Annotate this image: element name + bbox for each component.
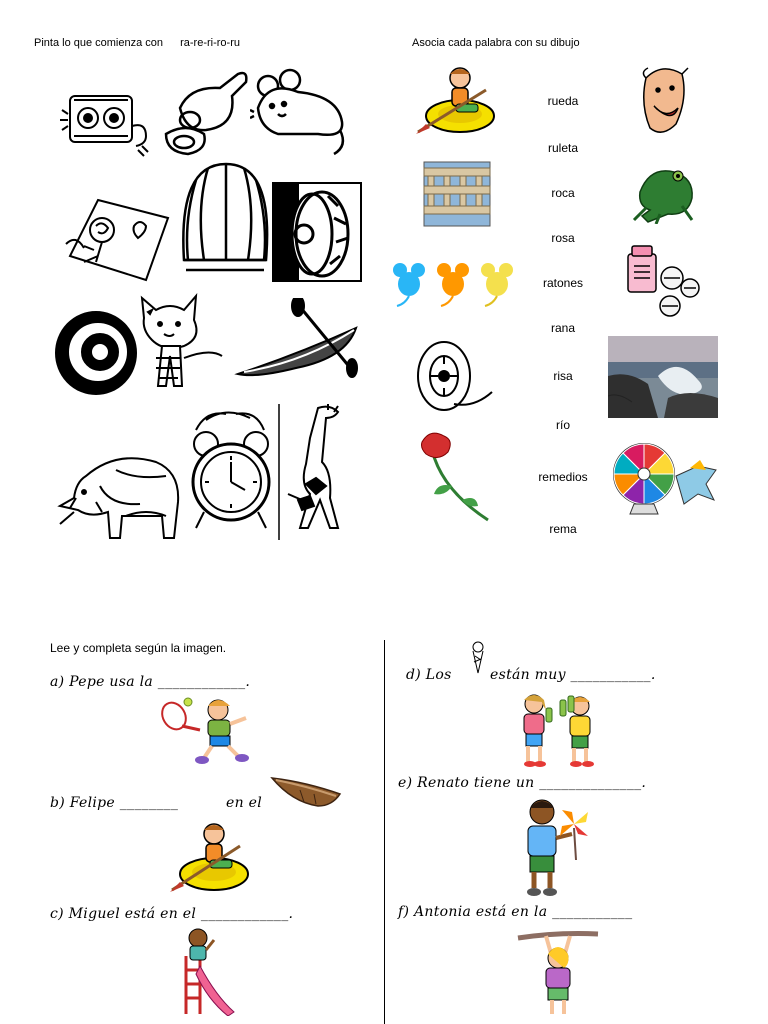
sentence-e: e) Renato tiene un ______________. [398,775,647,791]
roulette-icon [604,438,722,518]
sentence-b1: b) Felipe ________ [50,795,179,811]
word-rema: rema [549,522,577,536]
roll-icon [54,310,138,396]
sentence-c: c) Miguel está en el ____________. [50,906,294,922]
word-ratones: ratones [542,276,584,290]
bottom-heading: Lee y completa según la imagen. [50,641,227,655]
radio-icon [58,86,158,158]
pills-icon [624,244,704,320]
right-instruction: Asocia cada palabra con su dibujo [412,37,580,49]
tennis-boy-icon [160,696,258,766]
aqueduct-icon [422,158,492,230]
sentence-d1: d) Los [406,667,452,683]
pinwheel-boy-icon [520,798,592,898]
syllables-text: ra-re-ri-ro-ru [180,37,240,49]
laughing-face-icon [636,66,690,138]
slide-boy-icon [180,926,236,1016]
ham-icon [160,68,252,160]
word-roca: roca [551,186,575,200]
kayak-icon [234,298,362,384]
sentence-a: a) Pepe usa la ____________. [50,674,251,690]
rowing-boy-icon [414,64,498,138]
word-rana: rana [550,321,576,335]
rose-card-icon [58,196,176,282]
tire-icon [272,182,362,282]
sentence-f: f) Antonia está en la ___________ [398,904,633,920]
rocks-sea-photo [608,336,718,418]
frog-icon [630,162,698,224]
left-instruction-text: Pinta lo que comienza con [34,37,164,49]
wheel-icon [414,340,494,412]
sentence-b2: en el [226,795,263,811]
word-rosa: rosa [551,231,575,245]
column-divider [384,640,385,1024]
mouse-icon [250,68,352,160]
giraffe-icon [278,404,350,540]
alarm-clock-icon [186,408,276,532]
word-remedios: remedios [538,470,588,484]
word-rio: río [555,418,570,432]
word-ruleta: ruleta [547,141,579,155]
kids-ice-cream-icon [510,690,606,770]
rose-icon [418,430,492,522]
word-rueda: rueda [547,94,579,108]
rhino-icon [56,446,184,542]
sentence-d2: están muy ___________. [490,667,656,683]
cat-icon [134,284,230,396]
ice-cream-icon [470,640,486,680]
rowing-boy-icon-2 [168,818,252,896]
mice-icon [390,262,526,308]
word-risa: risa [553,369,573,383]
hanging-girl-icon [516,928,600,1020]
boat-icon [270,768,342,810]
dome-cage-icon [178,160,272,280]
left-instruction [34,37,240,49]
